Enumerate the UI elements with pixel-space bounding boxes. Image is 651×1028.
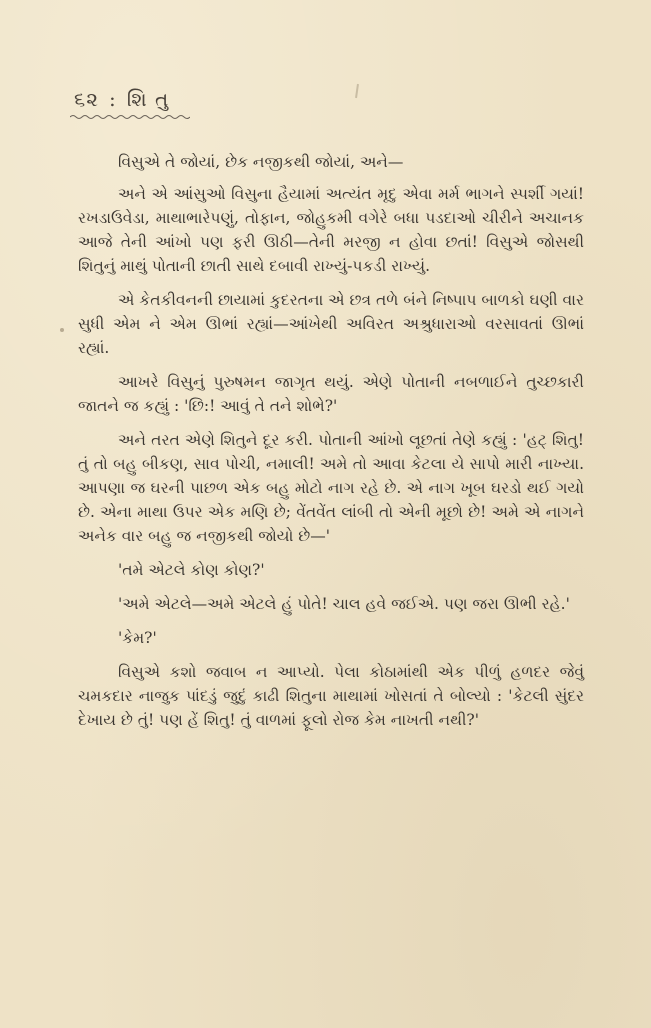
chapter-title: શિ તુ: [126, 87, 170, 111]
body-text: [78, 150, 584, 742]
paper-speck: [60, 328, 64, 332]
header-separator: :: [108, 87, 117, 111]
page-number: ૬૨: [74, 87, 99, 111]
paragraph: 'અમે એટલે—અમે એટલે હું પોતે! ચાલ હવે જઈએ. પણ જરા ઊભી રહે.': [118, 595, 570, 613]
paragraph: વિસુએ તે જોયાં, છેક નજીકથી જોયાં, અને—: [118, 153, 404, 171]
paragraph: અને એ આંસુઓ વિસુના હૈયામાં અત્યંત મૃદુ એવા મર્મ ભાગને સ્પર્શી ગયાં! રખડાઉવેડા, માથાભારેપણું, તોફાન, જોહુકમી વગેરે બધા પડદાઓ ચીરીને અચાનક આજે તેની આંખો પણ ફરી ઊઠી—તેની મરજી ન હોવા છતાં! વિસુએ જોસથી શિતુનું માથું પોતાની છાતી સાથે દબાવી રાખ્યું-પકડી રાખ્યું.: [78, 185, 584, 275]
paragraph: વિસુએ કશો જવાબ ન આપ્યો. પેલા કોઠામાંથી એક પીળું હળદર જેવું ચમકદાર નાજુક પાંદડું જુદું કાઢી શિતુના માથામાં ખોસતાં તે બોલ્યો : 'કેટલી સુંદર દેખાય છે તું! પણ હેં શિતુ! તું વાળમાં ફૂલો રોજ કેમ નાખતી નથી?': [78, 663, 584, 729]
paragraph: અને તરત એણે શિતુને દૂર કરી. પોતાની આંખો લૂછતાં તેણે કહ્યું : 'હટ્ શિતુ! તું તો બહુ બીકણ, સાવ પોચી, નમાલી! અમે તો આવા કેટલા યે સાપો મારી નાખ્યા. આપણા જ ઘરની પાછળ એક બહુ મોટો નાગ રહે છે. એ નાગ ખૂબ ઘરડો થઈ ગયો છે. એના માથા ઉપર એક મણિ છે; વેંતવેંત લાંબી તો એની મૂછો છે! અમે એ નાગને અનેક વાર બહુ જ નજીકથી જોયો છે—': [78, 431, 584, 545]
page-header: [74, 84, 169, 114]
pencil-mark: [355, 84, 359, 98]
paragraph: 'તમે એટલે કોણ કોણ?': [118, 561, 265, 579]
paragraph: 'કેમ?': [118, 629, 157, 647]
paragraph: આખરે વિસુનું પુરુષમન જાગૃત થયું. એણે પોતાની નબળાઈને તુચ્છકારી જાતને જ કહ્યું : 'છિ:! આવું તે તને શોભે?': [78, 373, 584, 415]
paragraph: એ કેતકીવનની છાયામાં કુદરતના એ છત્ર તળે બંને નિષ્પાપ બાળકો ઘણી વાર સુધી એમ ને એમ ઊભાં રહ્યાં—આંખેથી અવિરત અશ્રુધારાઓ વરસાવતાં ઊભાં રહ્યાં.: [78, 291, 584, 357]
header-wavy-rule: [70, 113, 190, 121]
